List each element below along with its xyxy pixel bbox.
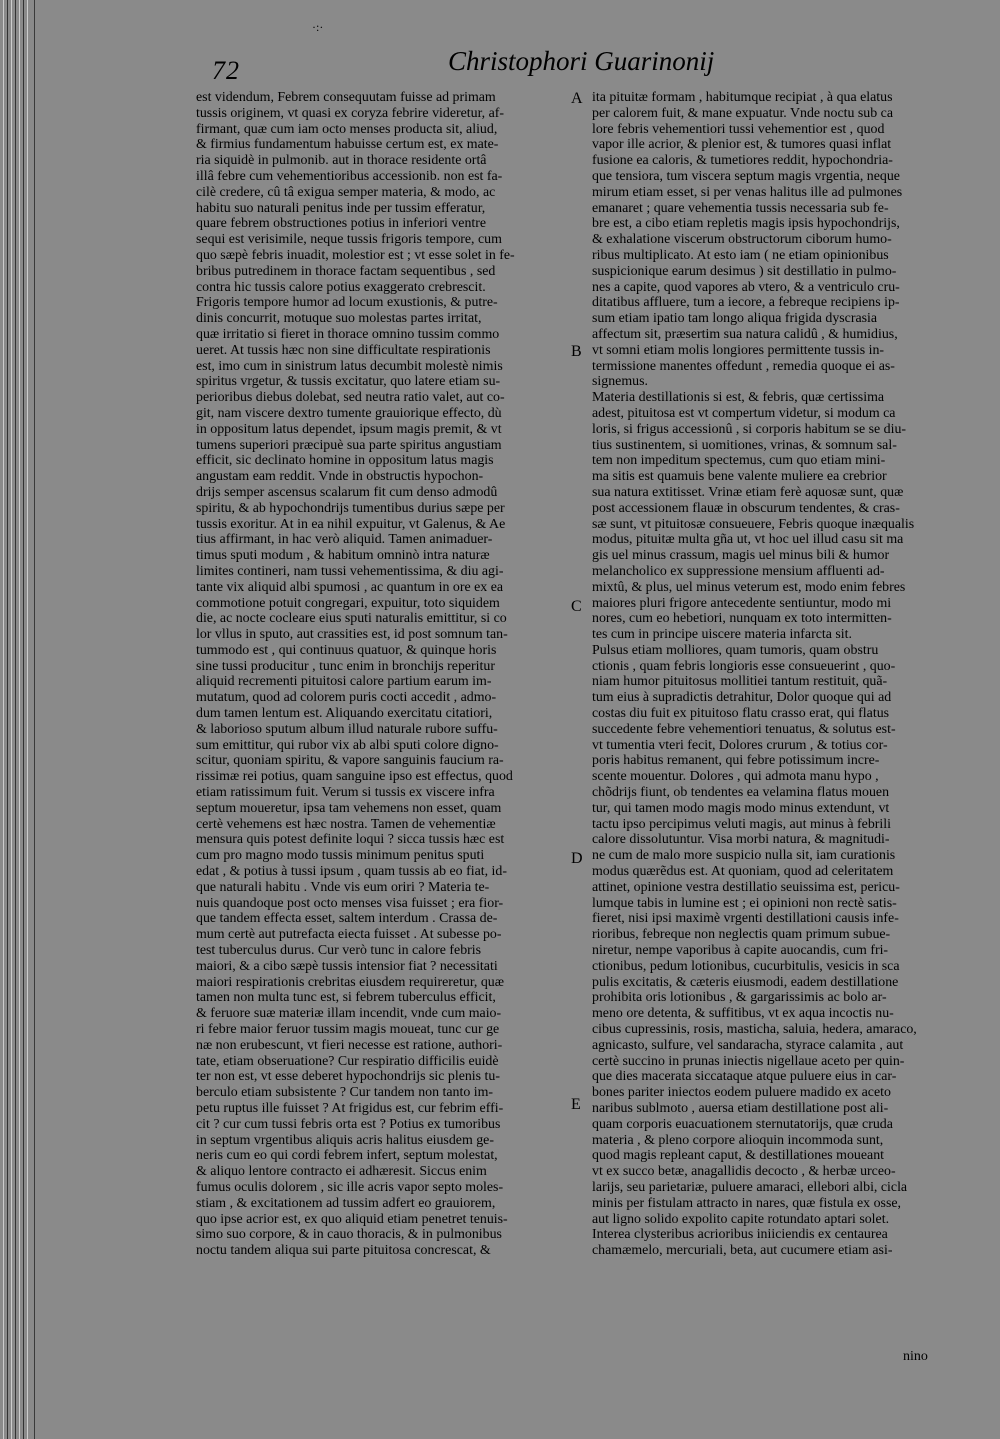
text-line: bones pariter iniectos eodem puluere madido ex aceto [592,1085,891,1101]
text-line: ri febre maior feruor tussim magis moueat, tunc cur ge [196,1022,500,1038]
text-line: sum emittitur, qui rubor vix ab albi sputi colore digno- [196,737,499,753]
margin-letter-c: C [571,598,582,615]
text-line: vt tumentia vteri fecit, Dolores crurum , & totius cor- [592,737,888,753]
catchword: nino [903,1349,928,1364]
text-line: ctionibus, pedum lotionibus, cucurbitulis, vesicis in sca [592,958,900,974]
text-line: que naturali habitu . Vnde vis eum oriri ? Materia te- [196,879,490,895]
page-number: 72 [212,56,240,85]
text-line: vapor ille acrior, & plenior est, & tumores quasi inflat [592,137,892,153]
text-line: tum eius à supradictis detrahitur, Dolor quoque qui ad [592,690,892,706]
text-line: ter non est, vt esse deberet hypochondrijs sic plenis tu- [196,1069,500,1085]
text-line: noctu tandem aliqua sui parte pituitosa concrescat, & [196,1243,491,1259]
text-line: cilè credere, cû tâ exigua semper materia, & modo, ac [196,184,496,200]
text-line: calore dissolutuntur. Visa morbi natura, & magnitudi- [592,832,890,848]
text-line: tante vix aliquid albi spumosi , ac quantum in ore ex ea [196,579,504,595]
text-line: que tensiora, tum viscera septum magis vrgentia, neque [592,168,900,184]
text-line: lore febris vehementiori tussi vehementior est , quod [592,121,885,137]
text-line: die, ac nocte cocleare eius sputi naturalis emittitur, si co [196,611,507,627]
text-line: berculo etiam subsistente ? Cur tandem non tanto im- [196,1085,494,1101]
text-line: naribus sublmoto , auersa etiam destillatione post ali- [592,1101,889,1116]
text-line: sine tussi producitur , tunc enim in bronchijs reperitur [196,658,495,674]
text-line: certè vehemens est hæc nostra. Tamen de vehementiæ [196,816,496,832]
text-line: scitur, quoniam spiritu, & vapore sanguinis faucium ra- [196,753,504,769]
text-line: emanaret ; quare vehementia tussis necessaria sub fe- [592,200,889,216]
text-line: stiam , & excitationem ad tussim adfert eo grauiorem, [196,1195,496,1211]
text-line: modus quærẽdus est. At quoniam, quod ad celeritatem [592,864,894,880]
text-line: maiores pluri frigore antecedente sentiuntur, modo mi [592,595,892,611]
text-line: tem non impeditum spectemus, cum quo etiam mini- [592,453,886,469]
text-line: test tuberculus durus. Cur verò tunc in calore febris [196,943,482,959]
text-line: Frigoris tempore humor ad locum exustionis, & putre- [196,295,498,311]
text-line: maiori respirationis crebritas eiusdem requireretur, quæ [196,974,505,990]
text-line: cum pro magno modo tussis minimum penitus sputi [196,848,485,864]
text-line: modus, pituitæ multa gña ut, vt hoc uel illud casu sit ma [592,532,904,548]
text-line: tactu ipso percipimus veluti magis, aut minus à febrili [592,816,891,832]
page-gutter-line [34,0,35,1439]
text-line: aliquid recrementi pituitosi calore partium earum im- [196,674,492,690]
text-line: petu ruptus ille fuisset ? At frigidus est, cur febrim effi- [196,1101,504,1116]
text-line: dinis concurrit, motuque suo molestas partes irritat, [196,311,482,327]
text-line: minis per fistulam attracto in nares, quæ fistula ex osse, [592,1195,901,1211]
running-head: Christophori Guarinonij [448,46,715,76]
text-line: etiam ratissimum fuit. Verum si tussis ex viscere infra [196,785,495,801]
text-line: suspicionique earum desimus ) sit destillatio in pulmo- [592,263,897,279]
text-line: que dies macerata siccataque atque puluere eius in car- [592,1069,897,1085]
left-text-column [196,90,564,1354]
text-line: mensura quis potest definite loqui ? sicca tussis hæc est [196,832,505,848]
text-line: limites contineri, nam tussi vehementissima, & diu agi- [196,563,504,579]
printer-mark: ·:· [312,20,324,34]
text-line: drijs semper ascensus scalarum fit cum denso admodû [196,484,498,500]
text-line: lumque tabis in lumine est ; ei opinioni non rectè satis- [592,895,897,911]
text-line: est, imo cum in sinistrum latus decumbit molestè nimis [196,358,503,374]
text-line: mirum etiam esset, si per venas halitus ille ad pulmones [592,184,903,200]
text-line: niam humor pituitosus mollitiei tantum restituit, quã- [592,674,888,690]
text-line: agnicasto, sulfure, vel sandaracha, styrace calamita , aut [592,1037,904,1053]
text-line: tius affirmant, in hac verò aliquid. Tamen animaduer- [196,532,493,548]
text-line: est videndum, Febrem consequutam fuisse ad primam [196,90,496,105]
text-line: ita pituitæ formam , habitumque recipiat , à qua elatus [592,90,893,105]
text-line: septum moueretur, ipsa tam vehemens non esset, quam [196,800,502,816]
text-line: pulis excitatis, & cæteris eiusmodi, eadem destillatione [592,974,899,990]
text-line: niretur, nempe vaporibus à capite auocandis, cum fri- [592,943,889,959]
text-line: perioribus diebus dolebat, sed neutra ratio valet, aut co- [196,390,505,406]
text-line: tummodo est , qui continuus quatuor, & quinque horis [196,642,497,658]
text-line: ne cum de malo more suspicio nulla sit, iam curationis [592,848,896,864]
text-line: ditatibus affluere, tum a iecore, a febreque recipiens ip- [592,295,900,311]
text-line: commotione potuit congregari, expuitur, toto siquidem [196,595,500,611]
text-line: dum tamen lentum est. Aliquando exercitatu citatiori, [196,706,493,722]
text-line: quo sæpè febris inuadit, molestior est ; vt esse solet in fe- [196,247,515,263]
text-line: aut ligno solido expolito capite rotundato aptari solet. [592,1211,890,1227]
text-line: termissione manentes offedunt , remedia quoque ei as- [592,358,895,374]
text-line: ma sitis est quamuis bene valente muliere ea crebrior [592,469,887,485]
text-line: bribus putredinem in thorace factam sequentibus , sed [196,263,496,279]
text-line: tamen non multa tunc est, si febrem tuberculus efficit, [196,990,496,1006]
margin-letter-b: B [571,343,582,360]
text-line: sequi est verisimile, neque tussis frigoris tempore, cum [196,232,502,248]
text-line: fusione ea caloris, & tumetiores reddit, hypochondria- [592,153,893,169]
text-line: adest, pituitosa est vt compertum videtur, si modum ca [592,405,896,421]
text-line: per calorem fuit, & mane expuatur. Vnde noctu sub ca [592,105,893,121]
margin-letter-e: E [571,1096,581,1113]
text-line: habitu suo naturali penitus inde per tussim efferatur, [196,200,486,216]
text-line: larijs, seu parietariæ, puluere amaraci, ellebori albi, cicla [592,1179,908,1195]
text-line: gis uel minus crassum, magis uel minus bili & humor [592,548,890,564]
text-line: ueret. At tussis hæc non sine difficultate respirationis [196,342,491,358]
text-line: & firmius fundamentum habuisse certum est, ex mate- [196,137,499,153]
text-line: & laborioso sputum album illud naturale rubore suffu- [196,721,498,737]
text-line: & exhalatione viscerum obstructorum ciborum humo- [592,232,892,248]
text-line: loris, si frigus accessionû , si corporis habitum se se diu- [592,421,907,437]
text-line: quo ipse acrior est, ex quo aliquid etiam penetret tenuis- [196,1211,508,1227]
text-line: sum etiam ipatio tam longo aliqua frigida dyscrasia [592,311,878,327]
text-line: rissimæ rei potius, quam sanguine ipso est effectus, quod [196,769,513,785]
text-line: in oppositum latus dependet, ipsum magis premit, & vt [196,421,502,437]
text-line: fumus oculis dolorem , sic ille acris vapor septo moles- [196,1179,504,1195]
text-line: spiritu, & ab hypochondrijs tumentibus durius sæpe per [196,500,505,516]
text-line: in septum vrgentibus aliquis acris halitus eiusdem ge- [196,1132,494,1148]
text-line: & feruore suæ materiæ illam incendit, vnde cum maio- [196,1006,502,1022]
text-line: Pulsus etiam molliores, quam tumoris, quam obstru [592,642,879,658]
text-line: quæ irritatio si fieret in thorace omnino tussim commo [196,326,500,342]
margin-letter-d: D [571,850,583,867]
text-line: tumens superiori præcipuè sua parte spiritus angustiam [196,437,502,453]
text-line: bre est, a cibo etiam repletis magis ipsis hypochondrijs, [592,216,900,232]
text-line: materia , & pleno corpore alioquin incommoda sunt, [592,1132,884,1148]
text-line: nores, cum eo hebetiori, nunquam ex toto intermitten- [592,611,892,627]
text-line: scente mouentur. Dolores , qui admota manu hypo , [592,769,879,785]
text-line: ctionis , quam febris longioris esse consueuerint , quo- [592,658,896,674]
text-line: mutatum, quod ad colorem puris cocti accedit , admo- [196,690,497,706]
text-line: mum certè aut putrefacta eiecta fuisset . At subesse po- [196,927,502,943]
text-line: chõdrijs fiunt, ob tendentes ea velamina flatus mouen [592,785,890,801]
text-line: git, nam viscere dextro tumente grauiorique effecto, dù [196,405,502,421]
page-edge-strip [0,0,30,1439]
text-line: efficit, sic declinato homine in oppositum latus magis [196,453,494,469]
text-line: post accessionem flauæ in obscurum tendentes, & cras- [592,500,900,516]
text-line: neris cum eo qui cordi febrem infert, septum molestat, [196,1148,498,1164]
text-line: ria siquidè in pulmonib. aut in thorace residente ortâ [196,153,487,169]
text-line: fieret, nisi ipsi maximè vrgenti destillationi causis infe- [592,911,899,927]
text-line: quam corporis euacuationem sternutatorijs, quæ cruda [592,1116,893,1132]
text-line: næ non erubescunt, vt fieri necesse est ratione, authori- [196,1037,503,1053]
margin-letter-a: A [571,90,583,107]
text-line: signemus. [592,374,648,390]
page-header [190,46,715,86]
text-line: simo suo corpore, & in cauo thoracis, & in pulmonibus [196,1227,502,1243]
text-line: rioribus, febreque non neglectis quam primum subue- [592,927,891,943]
text-line: tussis originem, vt quasi ex coryza febrire videretur, af- [196,105,505,121]
text-line: mixtû, & plus, uel minus veterum est, modo enim febres [592,579,906,595]
text-line: prohibita oris lotionibus , & gargarissimis ac bolo ar- [592,990,887,1006]
text-line: Interea clysteribus acrioribus iniiciendis ex centaurea [592,1227,888,1243]
text-line: succedente febre vehementiori tenuatus, & solutus est- [592,721,896,737]
text-line: lor vllus in sputo, aut crassities est, id post somnum tan- [196,627,508,643]
text-line: vt ex succo betæ, anagallidis decocto , & herbæ urceo- [592,1164,896,1180]
text-line: quare febrem obstructiones potius in inferiori ventre [196,216,487,232]
text-line: tate, etiam obseruatione? Cur respiratio difficilis euidè [196,1053,499,1069]
text-line: contra hic tussis calore potius exaggerato crebrescit. [196,279,486,295]
text-line: poris habitus remanent, qui febre potissimum incre- [592,753,880,769]
text-line: costas diu fuit ex pituitoso flatu crasso erat, qui flatus [592,706,890,722]
text-line: tussis exoritur. At in ea nihil expuitur, vt Galenus, & Ae [196,516,506,532]
text-line: edat , & potius à tussi ipsum , quam tussis ab eo fiat, id- [196,864,507,880]
text-line: cit ? cur cum tussi febris orta est ? Potius ex tumoribus [196,1116,501,1132]
text-line: chamæmelo, mercuriali, beta, aut cucumere etiam asi- [592,1243,893,1259]
text-line: sua natura extitisset. Vrinæ etiam ferè aquosæ sunt, quæ [592,484,904,500]
text-line: nes a capite, quod vapores ab vtero, & a ventriculo cru- [592,279,900,295]
text-line: tius sustinentem, si uomitiones, vrinas, & somnum sal- [592,437,897,453]
text-line: & aliquo lentore contracto ei adhæresit. Siccus enim [196,1164,487,1180]
text-line: illâ febre cum vehementioribus accessionib. non est fa- [196,168,503,184]
text-line: tur, qui tamen modo magis modo minus extendunt, vt [592,800,890,816]
text-line: nuis quandoque post octo menses visa fuisset ; era fior- [196,895,504,911]
text-line: vt somni etiam molis longiores permittente tussis in- [592,342,885,358]
text-line: certè succino in prunas iniectis nigellaue aceto per quin- [592,1053,905,1069]
text-line: melancholico ex suppressione mensium affluenti ad- [592,563,885,579]
text-line: ribus multiplicato. At esto iam ( ne etiam opinionibus [592,247,889,263]
text-line: maiori, & a cibo sæpè tussis intensior fiat ? necessitati [196,958,498,974]
right-text-column [592,90,962,1380]
text-line: meno ore detenta, & suffitibus, vt ex aqua incoctis nu- [592,1006,894,1022]
text-line: attinet, opinione vestra destillatio seuissima est, pericu- [592,879,900,895]
text-line: angustam eam reddit. Vnde in obstructis hypochon- [196,469,484,485]
text-line: firmant, quæ cum iam octo menses producta sit, aliud, [196,121,498,137]
text-line: sæ sunt, vt pituitosæ consueuere, Febris quoque inæqualis [592,516,915,532]
text-line: affectum sit, præsertim sua natura calidû , & humidius, [592,326,898,342]
text-line: cibus cupressinis, rosis, masticha, saluia, hedera, amaraco, [592,1022,917,1038]
text-line: timus sputi modum , & habitum omninò intra naturæ [196,548,490,564]
text-line: Materia destillationis si est, & febris, quæ certissima [592,390,885,406]
text-line: spiritus vrgetur, & tussis excitatur, quo latere etiam su- [196,374,501,390]
text-line: quod magis repleant caput, & destillationes moueant [592,1148,885,1164]
text-line: tes cum in principe uiscere materia infarcta sit. [592,627,852,643]
text-line: que tandem effecta esset, saltem interdum . Crassa de- [196,911,498,927]
